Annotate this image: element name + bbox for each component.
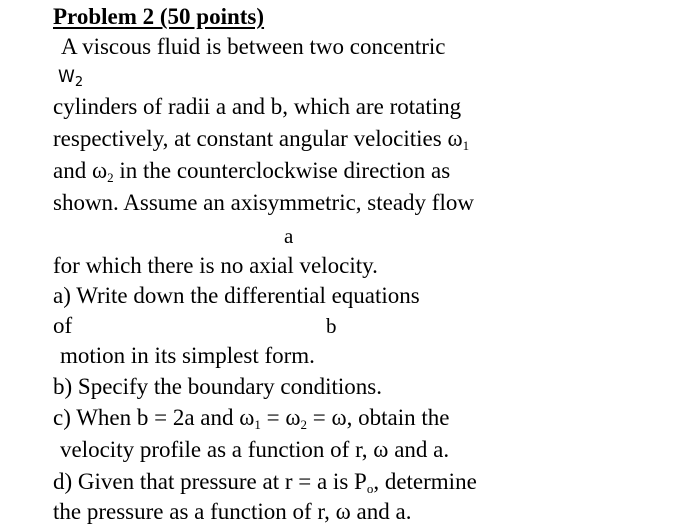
problem-title: Problem 2 (50 points) [53,4,265,29]
figure-label-w2 [58,62,83,92]
text-line-12: velocity profile as a function of r, ω and a. [60,437,450,462]
omega-2-subscript-c: 2 [300,417,308,432]
w2-subscript: 2 [74,75,84,90]
omega-2-subscript: 2 [107,170,114,185]
text-line-4-start: and ω [53,158,108,183]
text-line-3 [53,124,469,154]
text-line-11 [53,403,449,433]
text-line-7: a) Write down the differential equations [53,283,420,308]
text-line-8-of: of [53,313,73,338]
text-line-11-end: = ω, obtain the [307,405,450,430]
text-line-4-end: in the counterclockwise direction as [113,158,451,183]
text-line-13 [53,467,477,497]
text-line-13-end: , determine [373,469,477,494]
text-line-2: cylinders of radii a and b, which are rotating [53,94,462,119]
w2-letter: W [58,67,75,87]
text-line-3-main: respectively, at constant angular velocities ω [53,126,463,151]
text-line-9: motion in its simplest form. [60,343,315,368]
text-line-5: shown. Assume an axisymmetric, steady flow [53,190,474,215]
text-line-10: b) Specify the boundary conditions. [53,374,382,399]
figure-label-b: b [326,314,337,338]
text-line-11-mid: = ω [260,405,301,430]
text-line-4 [53,156,450,186]
text-line-1: A viscous fluid is between two concentric [61,34,446,59]
p-naught-subscript: o [366,481,374,496]
text-line-11-start: c) When b = 2a and ω [53,405,255,430]
figure-label-a: a [284,224,294,248]
omega-1-subscript-c: 1 [254,417,261,432]
text-line-6: for which there is no axial velocity. [53,253,378,278]
text-line-14: the pressure as a function of r, ω and a. [53,499,412,524]
omega-1-subscript: 1 [462,138,470,153]
text-line-13-start: d) Given that pressure at r = a is P [53,469,367,494]
